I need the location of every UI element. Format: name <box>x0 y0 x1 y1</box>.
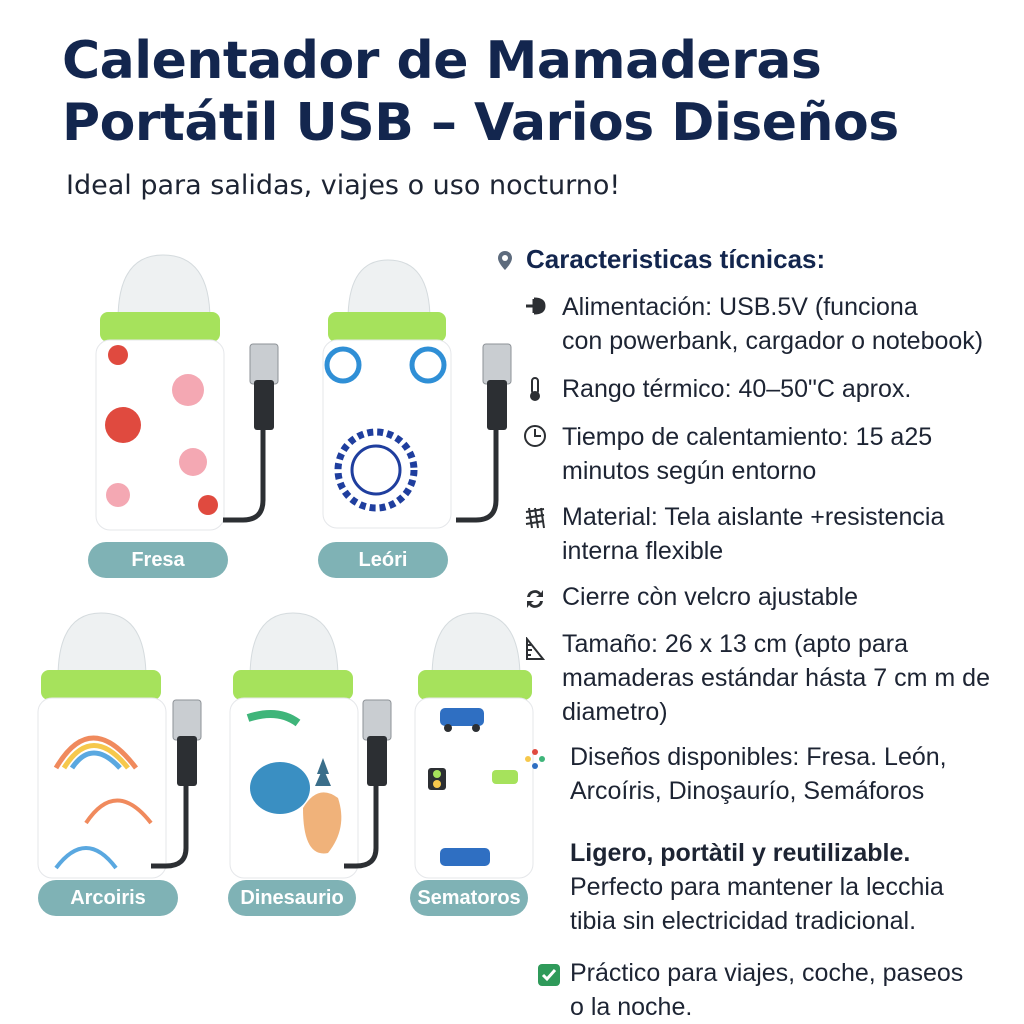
specs-heading: Caracteristicas tícnicas: <box>526 244 826 274</box>
page-title: Calentador de Mamaderas Portátil USB – Varios Diseños <box>62 31 899 153</box>
product-label-arcoiris: Arcoiris <box>38 880 178 916</box>
product-sematoros[interactable] <box>410 608 540 918</box>
spec-designs: Diseños disponibles: Fresa. León, Arcoíris, Dinoşaurío, Semáforos <box>570 743 947 805</box>
bottle-dinosaur-image <box>228 608 418 878</box>
product-label-dinesaurio: Dinesaurio <box>228 880 356 916</box>
velcro-icon <box>522 586 548 612</box>
product-fresa[interactable] <box>88 250 298 571</box>
spec-material: Material: Tela aislante +resistencia interna flexible <box>562 503 945 565</box>
spec-heating-time: Tiempo de calentamiento: 15 a25 minutos según entorno <box>562 423 933 485</box>
palette-icon <box>522 746 548 772</box>
spec-closure: Cierre còn velcro ajustable <box>562 583 858 611</box>
checkmark-icon <box>536 962 562 988</box>
practical-note: Práctico para viajes, coche, paseos o la noche. <box>570 959 964 1021</box>
product-leori[interactable] <box>318 250 518 571</box>
page-subtitle: Ideal para salidas, viajes o uso nocturno! <box>66 170 621 201</box>
spec-power: Alimentación: USB.5V (funciona con powerbank, cargador o notebook) <box>562 293 984 355</box>
spec-size: Tamaño: 26 x 13 cm (apto para mamaderas estándar hásta 7 cm m de diametro) <box>562 630 990 726</box>
ruler-icon <box>522 636 548 662</box>
highlight-text: Perfecto para mantener la lecchia tibia sin electricidad tradicional. <box>570 873 944 935</box>
spec-temperature: Rango térmico: 40–50"C aprox. <box>562 375 912 403</box>
location-pin-icon <box>492 248 518 274</box>
clock-icon <box>522 423 548 449</box>
product-label-leori: Leóri <box>318 542 448 578</box>
fabric-icon <box>522 505 548 531</box>
bottle-strawberry-image <box>88 250 298 540</box>
product-dinesaurio[interactable] <box>228 608 418 918</box>
bottle-traffic-light-image <box>410 608 540 878</box>
thermometer-icon <box>522 376 548 402</box>
bottle-rainbow-image <box>36 608 226 878</box>
highlight-title: Ligero, portàtil y reutilizable. <box>570 839 911 867</box>
bottle-lion-image <box>318 250 518 540</box>
product-arcoiris[interactable] <box>36 608 226 918</box>
product-label-sematoros: Sematoros <box>410 880 528 916</box>
product-label-fresa: Fresa <box>88 542 228 578</box>
plug-icon <box>522 293 548 319</box>
